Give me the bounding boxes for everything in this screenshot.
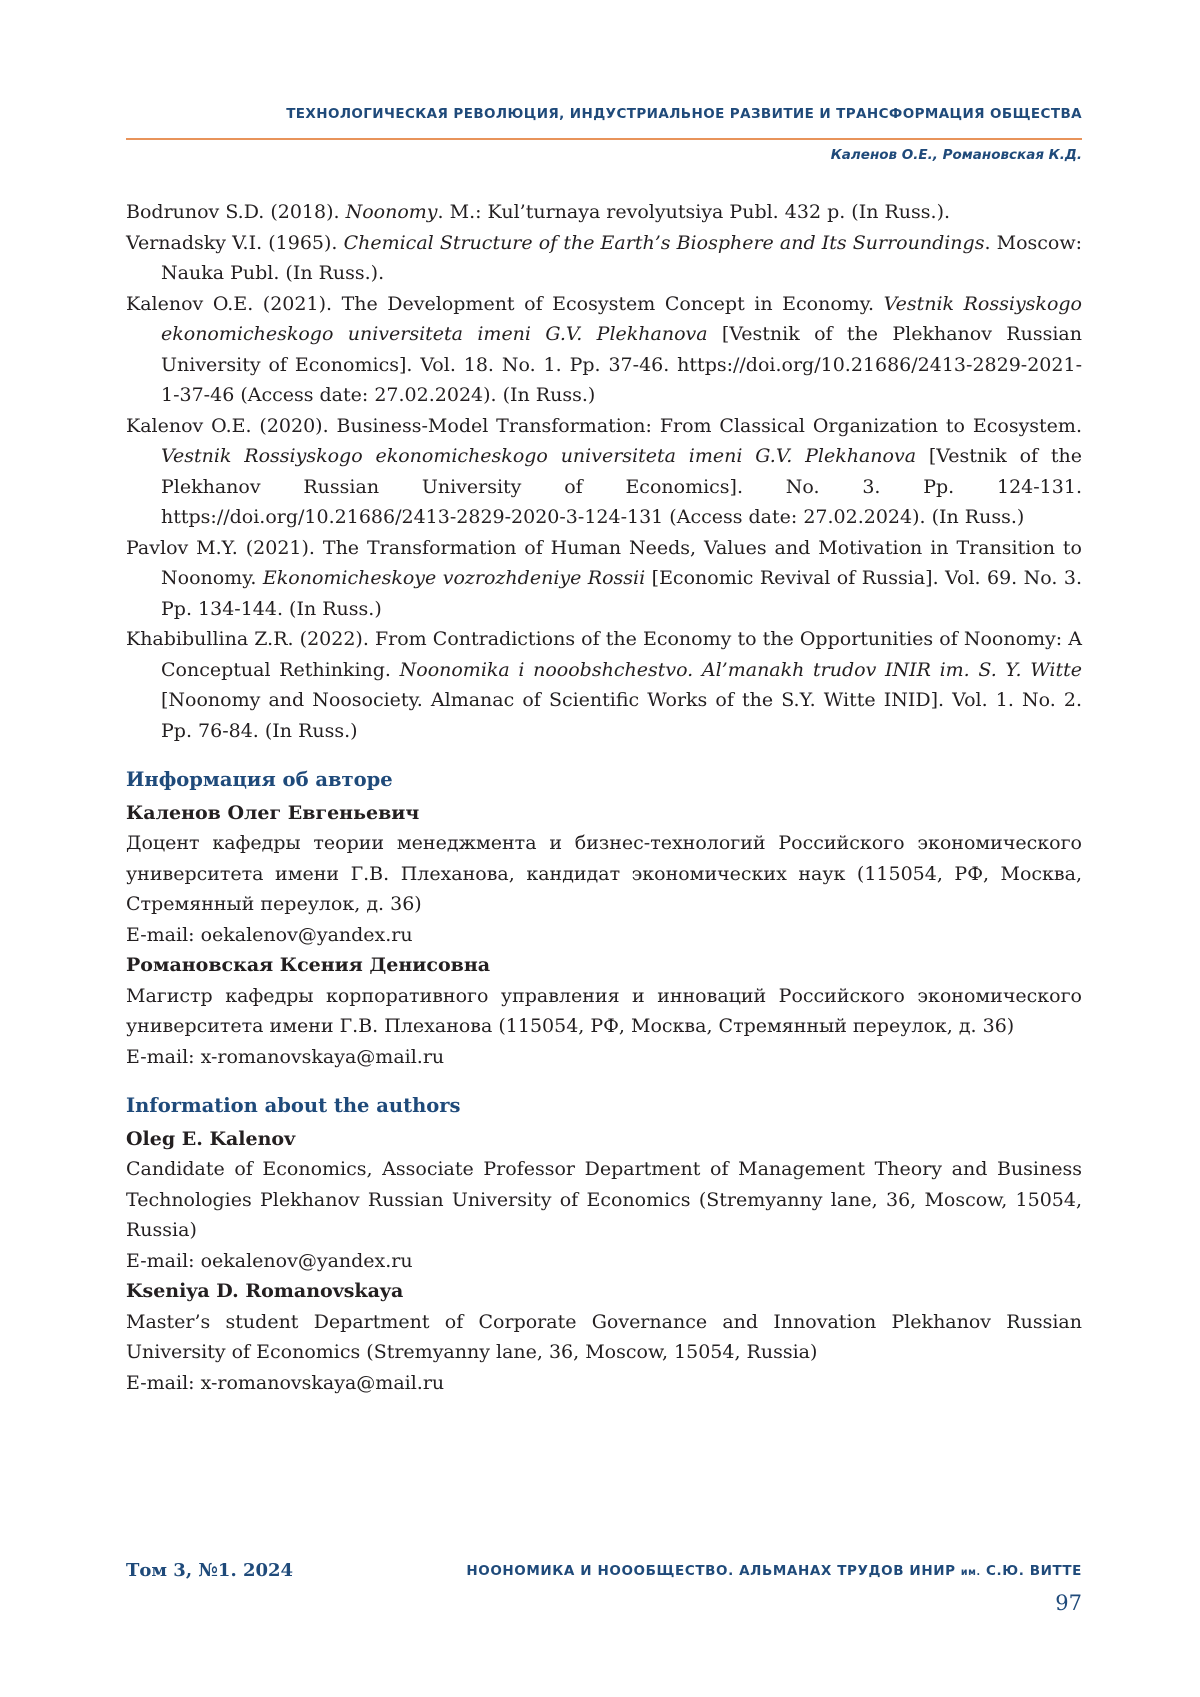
page-content [126, 197, 1082, 1398]
references-list [126, 197, 1082, 746]
reference-item: Pavlov M.Y. (2021). The Transformation of Human Needs, Values and Motivation in Transition to Noonomy. Ekonomicheskoye vozrozhdeniye Rossii [Economic Revival of Russia]. Vol. 69. No. 3. Pp. 134-144. (In Russ.) [126, 536, 1082, 620]
author-block [126, 1276, 1082, 1398]
header-divider [126, 138, 1082, 140]
author-block [126, 950, 1082, 1072]
author-info-heading-en: Information about the authors [126, 1094, 461, 1117]
reference-item: Kalenov O.E. (2020). Business-Model Transformation: From Classical Organization to Ecosystem. Vestnik Rossiyskogo ekonomicheskogo universiteta imeni G.V. Plekhanova [Vestnik of the Plekhanov Russian University of Economics]. No. 3. Pp. 124-131. https://doi.org/10.21686/2413-2829-2020-3-124-131 (Access date: 27.02.2024). (In Russ.) [126, 414, 1082, 528]
author-name: Романовская Ксения Денисовна [126, 954, 491, 976]
author-block [126, 1124, 1082, 1277]
author-info-heading-ru: Информация об авторе [126, 768, 393, 791]
issue-label: Том 3, №1. 2024 [126, 1560, 294, 1581]
author-block [126, 798, 1082, 951]
author-description: Доцент кафедры теории менеджмента и бизнес-технологий Российского экономического университета имени Г.В. Плеханова, кандидат экономических наук (115054, РФ, Москва, Стремянный переулок, д. 36) [126, 832, 1082, 915]
reference-item: Khabibullina Z.R. (2022). From Contradictions of the Economy to the Opportunities of Noonomy: A Conceptual Rethinking. Noonomika i nooobshchestvo. Al’manakh trudov INIR im. S. Y. Witte [Noonomy and Noosociety. Almanac of Scientific Works of the S.Y. Witte INID]. Vol. 1. No. 2. Pp. 76-84. (In Russ.) [126, 628, 1082, 742]
author-name: Oleg E. Kalenov [126, 1127, 296, 1150]
author-name: Каленов Олег Евгеньевич [126, 801, 420, 824]
author-name: Kseniya D. Romanovskaya [126, 1280, 404, 1302]
author-email: E-mail: oekalenov@yandex.ru [126, 1249, 413, 1272]
page-number: 97 [1055, 1591, 1082, 1615]
running-section-title: ТЕХНОЛОГИЧЕСКАЯ РЕВОЛЮЦИЯ, ИНДУСТРИАЛЬНОЕ РАЗВИТИЕ И ТРАНСФОРМАЦИЯ ОБЩЕСТВА [286, 106, 1082, 122]
author-email: E-mail: x-romanovskaya@mail.ru [126, 1371, 445, 1394]
author-email: E-mail: oekalenov@yandex.ru [126, 923, 413, 946]
running-authors: Каленов О.Е., Романовская К.Д. [830, 147, 1082, 163]
reference-item: Vernadsky V.I. (1965). Chemical Structure of the Earth’s Biosphere and Its Surroundings. Moscow: Nauka Publ. (In Russ.). [126, 231, 1083, 284]
author-email: E-mail: x-romanovskaya@mail.ru [126, 1045, 445, 1068]
journal-title-footer: НООНОМИКА И НОООБЩЕСТВО. АЛЬМАНАХ ТРУДОВ ИНИР им. С.Ю. ВИТТЕ [466, 1563, 1082, 1579]
author-description: Candidate of Economics, Associate Professor Department of Management Theory and Business Technologies Plekhanov Russian University of Economics (Stremyanny lane, 36, Moscow, 15054, Russia) [126, 1158, 1082, 1241]
author-description: Магистр кафедры корпоративного управления и инноваций Российского экономического университета имени Г.В. Плеханова (115054, РФ, Москва, Стремянный переулок, д. 36) [126, 984, 1082, 1037]
reference-item: Kalenov O.E. (2021). The Development of Ecosystem Concept in Economy. Vestnik Rossiyskogo ekonomicheskogo universiteta imeni G.V. Plekhanova [Vestnik of the Plekhanov Russian University of Economics]. Vol. 18. No. 1. Pp. 37-46. https://doi.org/10.21686/2413-2829-2021-1-37-46 (Access date: 27.02.2024). (In Russ.) [126, 292, 1082, 406]
author-description: Master’s student Department of Corporate Governance and Innovation Plekhanov Russian University of Economics (Stremyanny lane, 36, Moscow, 15054, Russia) [126, 1310, 1082, 1363]
reference-item: Bodrunov S.D. (2018). Noonomy. M.: Kul’turnaya revolyutsiya Publ. 432 p. (In Russ.). [126, 201, 951, 223]
